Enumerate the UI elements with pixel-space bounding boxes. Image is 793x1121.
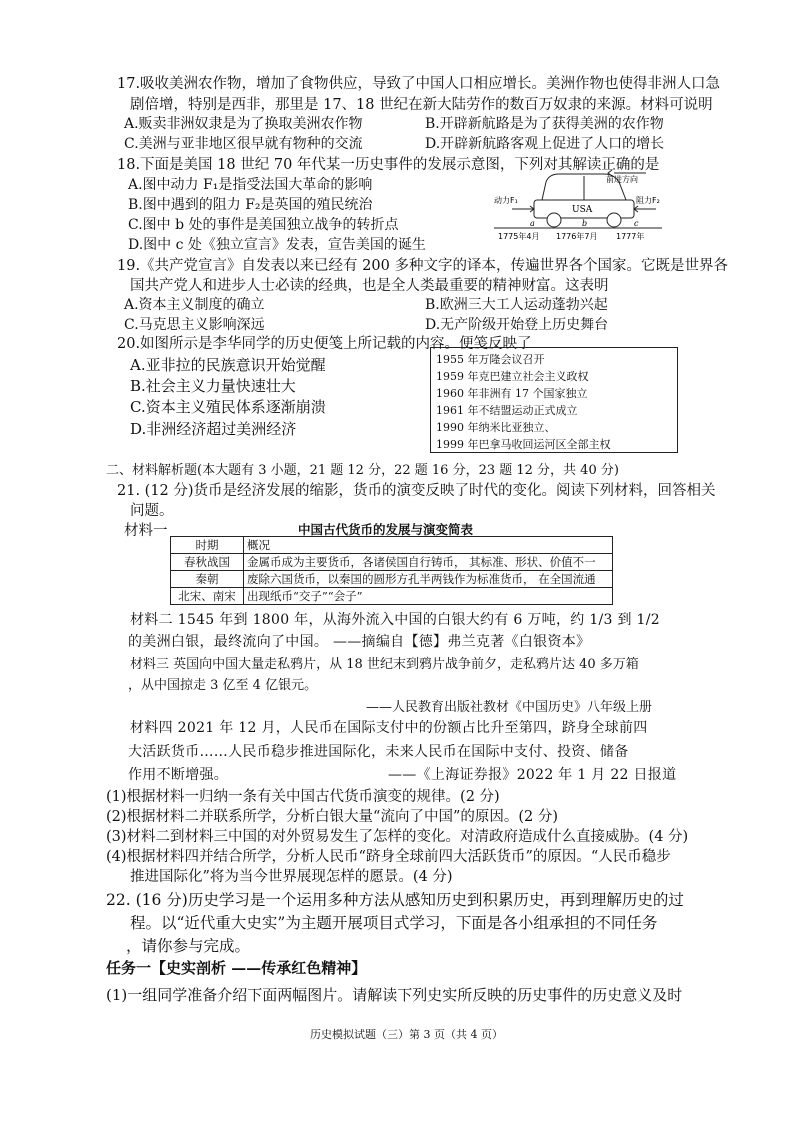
point-c-label: c (634, 219, 639, 228)
table-header-cell: 时期 (171, 537, 244, 554)
q21-stem-line2: 问题。 (130, 503, 174, 519)
table-row (171, 571, 613, 588)
q21-subquestion-3: (3)材料二到材料三中国的对外贸易发生了怎样的变化。对清政府造成什么直接威胁。(4 分) (106, 829, 689, 845)
q20-option-d: D.非洲经济超过美洲经济 (130, 420, 297, 438)
coin-history-table (170, 536, 613, 605)
section-2-heading: 二、材料解析题(本大题有 3 小题，21 题 12 分，22 题 16 分，23 题 12 分，共 40 分) (106, 463, 619, 478)
table-cell: 秦朝 (171, 571, 244, 588)
table-cell: 废除六国货币，以秦国的圆形方孔半两钱作为标准货币， 在全国流通 (244, 571, 613, 588)
force-f1-label: 动力F₁ (494, 196, 518, 205)
table-row (171, 588, 613, 605)
q20-stem: 20.如图所示是李华同学的历史便笺上所记载的内容。便笺反映了 (117, 336, 532, 352)
q21-material1-label: 材料一 (124, 523, 168, 539)
q19-option-b: B.欧洲三大工人运动蓬勃兴起 (425, 297, 608, 313)
car-wheel-left (547, 213, 561, 227)
q17-option-a: A.贩卖非洲奴隶是为了换取美洲农作物 (124, 116, 363, 132)
coin-table-title: 中国古代货币的发展与演变简表 (298, 522, 474, 537)
force-f2-label: 阻力F₂ (636, 196, 660, 205)
q22-subquestion-1: (1)一组同学准备介绍下面两幅图片。请解读下列史实所反映的历史事件的历史意义及时 (106, 986, 683, 1004)
memo-line: 1955 年万隆会议召开 (436, 353, 545, 366)
material4-source: ——《上海证券报》2022 年 1 月 22 日报道 (388, 767, 677, 783)
table-header-cell: 概况 (244, 537, 613, 554)
q17-stem-line2: 剧倍增，特别是西非，那里是 17、18 世纪在新大陆劳作的数百万奴隶的来源。材料可说明 (130, 97, 713, 113)
q22-stem-line3: ，请你参与完成。 (126, 937, 251, 955)
memo-line: 1959 年克巴建立社会主义政权 (436, 370, 589, 383)
date-1775-label: 1775年4月 (498, 232, 540, 241)
table-cell: 金属币成为主要货币，各诸侯国自行铸币， 其标准、形状、价值不一 (244, 554, 613, 571)
usa-force-diagram (494, 168, 664, 244)
point-a-label: a (530, 219, 535, 228)
q19-stem-line2: 国共产党人和进步人士必读的经典，也是全人类最重要的精神财富。这表明 (130, 278, 609, 294)
q17-option-d: D.开辟新航路客观上促进了人口的增长 (425, 136, 665, 152)
q21-stem-line1: 21. (12 分)货币是经济发展的缩影，货币的演变反映了时代的变化。阅读下列材料，回答相关 (117, 483, 716, 499)
material2-line2: 的美洲白银，最终流向了中国。 ——摘编自【德】弗兰克著《白银资本》 (128, 634, 591, 650)
q18-option-b: B.图中遇到的阻力 F₂是英国的殖民统治 (128, 197, 373, 213)
q20-option-c: C.资本主义殖民体系逐渐崩溃 (130, 398, 326, 416)
q18-option-a: A.图中动力 F₁是指受法国大革命的影响 (128, 177, 373, 193)
q18-stem: 18.下面是美国 18 世纪 70 年代某一历史事件的发展示意图，下列对其解读正确的是 (117, 157, 660, 173)
q18-option-c: C.图中 b 处的事件是美国独立战争的转折点 (128, 217, 399, 233)
q21-subquestion-4-line1: (4)根据材料四并结合所学，分析人民币“跻身全球前四大活跃货币”的原因。“人民币稳步 (106, 849, 671, 865)
memo-line: 1960 年非洲有 17 个国家独立 (436, 387, 588, 400)
memo-line: 1999 年巴拿马收回运河区全部主权 (436, 438, 611, 451)
history-memo-box (430, 347, 678, 453)
q17-stem-line1: 17.吸收美洲农作物，增加了食物供应，导致了中国人口相应增长。美洲作物也使得非洲人口急 (117, 76, 721, 92)
q17-option-c: C.美洲与亚非地区很早就有物种的交流 (124, 136, 363, 152)
page-footer: 历史模拟试题（三）第 3 页（共 4 页） (310, 1028, 503, 1041)
material3-line2: ，从中国掠走 3 亿至 4 亿银元。 (128, 678, 318, 693)
q21-subquestion-4-line2: 推进国际化”将为当今世界展现怎样的愿景。(4 分) (130, 869, 453, 885)
material4-line3: 作用不断增强。 (128, 767, 229, 783)
material2-line1: 材料二 1545 年到 1800 年，从海外流入中国的白银大约有 6 万吨，约 1/3 到 1/2 (130, 612, 660, 628)
table-cell: 春秋战国 (171, 554, 244, 571)
table-row (171, 554, 613, 571)
q22-stem-line1: 22. (16 分)历史学习是一个运用多种方法从感知历史到积累历史，再到理解历史的过 (106, 891, 684, 909)
point-b-label: b (582, 219, 588, 228)
date-1777-label: 1777年 (616, 232, 645, 241)
q19-option-d: D.无产阶级开始登上历史舞台 (425, 317, 609, 333)
q19-stem-line1: 19.《共产党宣言》自发表以来已经有 200 多种文字的译本，传遍世界各个国家。它既是世界各 (117, 258, 728, 274)
q20-option-a: A.亚非拉的民族意识开始觉醒 (130, 356, 326, 374)
car-wheel-right (607, 213, 621, 227)
material3-line1: 材料三 英国向中国大量走私鸦片，从 18 世纪末到鸦片战争前夕，走私鸦片达 40 多万箱 (130, 657, 639, 672)
date-1776-label: 1776年7月 (556, 232, 598, 241)
material3-source: ——人民教育出版社教材《中国历史》八年级上册 (366, 700, 653, 715)
table-cell: 出现纸币“交子”“会子” (244, 588, 613, 605)
q18-option-d: D.图中 c 处《独立宣言》发表，宣告美国的诞生 (128, 237, 426, 253)
material4-line2: 大活跃货币……人民币稳步推进国际化，未来人民币在国际中支付、投资、储备 (128, 744, 629, 760)
q22-stem-line2: 程。以“近代重大史实”为主题开展项目式学习，下面是各小组承担的不同任务 (130, 914, 658, 932)
direction-label: 前进方向 (606, 175, 638, 184)
q19-option-a: A.资本主义制度的确立 (124, 297, 265, 313)
table-header-row (171, 537, 613, 554)
q20-option-b: B.社会主义力量快速壮大 (130, 377, 296, 395)
q21-subquestion-2: (2)根据材料二并联系所学，分析白银大量“流向了中国”的原因。(2 分) (106, 809, 559, 825)
memo-line: 1961 年不结盟运动正式成立 (436, 404, 578, 417)
table-cell: 北宋、南宋 (171, 588, 244, 605)
car-usa-label: USA (572, 205, 593, 215)
q22-task1-heading: 任务一【史实剖析 ——传承红色精神】 (106, 959, 367, 977)
q19-option-c: C.马克思主义影响深远 (124, 317, 265, 333)
memo-line: 1990 年纳米比亚独立、 (436, 421, 556, 434)
q21-subquestion-1: (1)根据材料一归纳一条有关中国古代货币演变的规律。(2 分) (106, 789, 500, 805)
material4-line1: 材料四 2021 年 12 月，人民币在国际支付中的份额占比升至第四，跻身全球前四 (130, 720, 648, 736)
q17-option-b: B.开辟新航路是为了获得美洲的农作物 (425, 116, 664, 132)
